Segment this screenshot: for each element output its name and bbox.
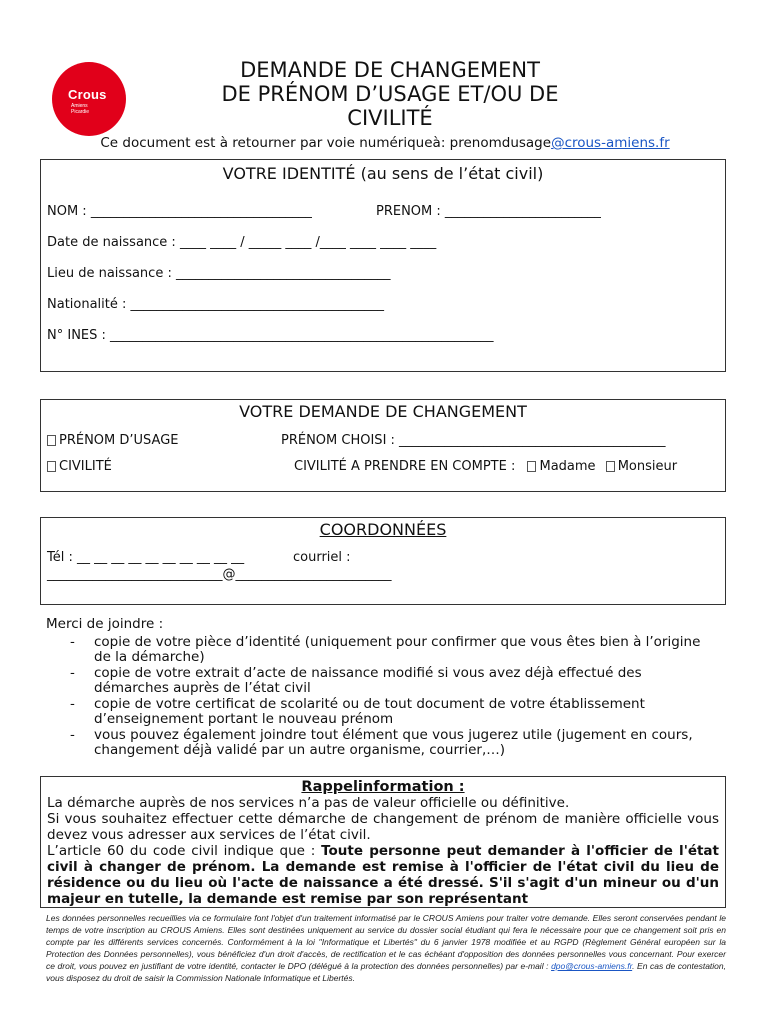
title-line-1: DEMANDE DE CHANGEMENT bbox=[240, 58, 540, 82]
return-instructions bbox=[0, 135, 770, 151]
civilite-prendre-label: CIVILITÉ A PRENDRE EN COMPTE : bbox=[294, 459, 516, 474]
privacy-text-before: Les données personnelles recueillies via ce formulaire font l'objet d'un traitement informatisé par le CROUS Amiens pour traiter votre demande. Elles seront conservées pendant le temps de votre inscription au CROUS Amiens. Elles sont destinées uniquement au service du dossier social étudiant qui fera le nécessaire pour que ce changement soit pris en compte par les différents services concernés. Conformément à la loi "Informatique et Libertés" du 6 janvier 1978 modifiée et au RGPD (Règlement Général européen sur la Protection des Données personnelles), vous bénéficiez d'un droit d'accès, de rectification et le cas échéant d'opposition des données personnelles vous concernant. Pour exercer ce droit, vous pouvez en justifiant de votre identité, contacter le DPO (délégué à la protection des données personnelles) par e-mail : bbox=[46, 913, 726, 971]
attachments-intro: Merci de joindre : bbox=[46, 616, 164, 632]
reminder-p3-plain: L’article 60 du code civil indique que : bbox=[47, 843, 322, 859]
identity-section bbox=[40, 159, 726, 372]
monsieur-label: Monsieur bbox=[617, 459, 678, 474]
birthdate-field[interactable]: Date de naissance : ____ ____ / _____ ____ /____ ____ ____ ____ bbox=[47, 235, 437, 250]
logo-subtitle bbox=[71, 103, 89, 115]
attachment-item-text: copie de votre certificat de scolarité ou de tout document de votre établissement d’enseignement portant le nouveau prénom bbox=[94, 695, 645, 727]
birthplace-field[interactable]: Lieu de naissance : _________________________________ bbox=[47, 266, 391, 281]
return-text: Ce document est à retourner par voie numériqueà: prenomdusage bbox=[100, 135, 552, 151]
logo-brand: Crous bbox=[68, 87, 107, 102]
monsieur-checkbox[interactable] bbox=[606, 461, 615, 472]
reminder-text bbox=[41, 795, 725, 907]
nationality-field[interactable]: Nationalité : _______________________________________ bbox=[47, 297, 385, 312]
logo-sub-line2: Picardie bbox=[71, 109, 90, 115]
dpo-email-link[interactable]: dpo@crous-amiens.fr bbox=[551, 961, 633, 971]
prenom-usage-checkbox[interactable] bbox=[47, 435, 56, 446]
reminder-p3-bold: Toute personne peut demander à l'officier de l'état civil à changer de prénom. La demande est remise à l'officier de l'état civil du lieu de résidence ou du lieu où l'acte de naissance a été dressé. S'il s'agit d'un mineur ou d'un majeur en tutelle, la demande est remise par son représentant bbox=[47, 843, 719, 907]
title-line-2: DE PRÉNOM D’USAGE ET/OU DE bbox=[221, 82, 559, 106]
attachment-item-text: copie de votre pièce d’identité (uniquement pour confirmer que vous êtes bien à l’origine de la démarche) bbox=[94, 633, 701, 665]
list-item: - copie de votre extrait d’acte de naissance modifié si vous avez déjà effectué des démarches auprès de l’état civil bbox=[70, 664, 642, 696]
prenom-choisi-field[interactable]: PRÉNOM CHOISI : _________________________________________ bbox=[281, 433, 666, 448]
ines-field[interactable]: N° INES : ___________________________________________________________ bbox=[47, 328, 494, 343]
return-email-link[interactable]: @crous-amiens.fr bbox=[551, 135, 670, 151]
list-item: - vous pouvez également joindre tout élément que vous jugerez utile (jugement en cours, changement déjà validé par un autre organisme, courrier,…) bbox=[70, 726, 693, 758]
attachment-item-text: vous pouvez également joindre tout élément que vous jugerez utile (jugement en cours, changement déjà validé par un autre organisme, courrier,…) bbox=[94, 726, 693, 758]
civilite-label: CIVILITÉ bbox=[59, 459, 112, 474]
prenom-field[interactable]: PRENOM : ________________________ bbox=[376, 204, 601, 219]
phone-field[interactable]: Tél : __ __ __ __ __ __ __ __ __ __ bbox=[47, 550, 245, 565]
contact-section bbox=[40, 517, 726, 605]
reminder-title: Rappelinformation : bbox=[301, 779, 465, 795]
list-item: - copie de votre certificat de scolarité ou de tout document de votre établissement d’enseignement portant le nouveau prénom bbox=[70, 695, 645, 727]
email-field[interactable]: ___________________________@________________________ bbox=[47, 567, 392, 582]
list-item: - copie de votre pièce d’identité (uniquement pour confirmer que vous êtes bien à l’origine de la démarche) bbox=[70, 633, 701, 665]
change-request-heading: VOTRE DEMANDE DE CHANGEMENT bbox=[239, 402, 527, 421]
attachment-item-text: copie de votre extrait d’acte de naissance modifié si vous avez déjà effectué des démarches auprès de l’état civil bbox=[94, 664, 642, 696]
nom-field[interactable]: NOM : __________________________________ bbox=[47, 204, 312, 219]
logo-sub-line1: Amiens bbox=[71, 103, 88, 109]
document-title bbox=[190, 58, 590, 130]
prenom-usage-label: PRÉNOM D’USAGE bbox=[59, 433, 179, 448]
courriel-label: courriel : bbox=[293, 550, 351, 565]
contact-heading: COORDONNÉES bbox=[319, 520, 447, 539]
privacy-text-after: . En cas de contestation, vous disposez du droit de saisir la Commission Nationale Informatique et Libertés. bbox=[46, 961, 726, 983]
attachments-list bbox=[46, 635, 716, 759]
reminder-p1: La démarche auprès de nos services n’a pas de valeur officielle ou définitive. bbox=[47, 795, 570, 811]
reminder-p2: Si vous souhaitez effectuer cette démarche de changement de prénom de manière officielle vous devez vous adresser aux services de l’état civil. bbox=[47, 811, 719, 843]
prenom-usage-option[interactable] bbox=[47, 433, 179, 448]
reminder-section bbox=[40, 776, 726, 908]
identity-heading: VOTRE IDENTITÉ (au sens de l’état civil) bbox=[222, 164, 544, 183]
madame-checkbox[interactable] bbox=[527, 461, 536, 472]
civilite-option[interactable] bbox=[47, 459, 112, 474]
reminder-p3 bbox=[47, 843, 719, 907]
madame-label: Madame bbox=[539, 459, 596, 474]
crous-logo bbox=[52, 62, 126, 136]
title-line-3: CIVILITÉ bbox=[347, 106, 433, 130]
change-request-section bbox=[40, 399, 726, 492]
civilite-checkbox[interactable] bbox=[47, 461, 56, 472]
civilite-choice bbox=[294, 459, 677, 474]
attachments-section bbox=[46, 617, 716, 759]
privacy-notice bbox=[46, 912, 726, 984]
